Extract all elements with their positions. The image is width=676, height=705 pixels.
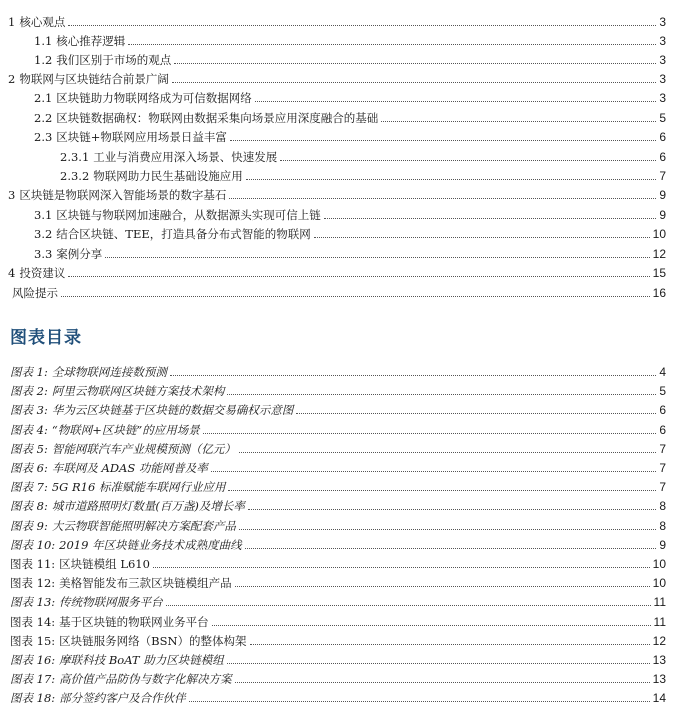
- dot-leader: [255, 100, 657, 102]
- dot-leader: [105, 256, 649, 258]
- toc-entry[interactable]: [8, 184, 666, 202]
- figure-entry[interactable]: [10, 687, 666, 705]
- figure-entry-page: 13: [652, 653, 666, 667]
- toc-entry-page: 5: [659, 111, 666, 125]
- toc-entry-title: 工业与消费应用深入场景、快速发展: [93, 150, 278, 164]
- figure-entry-title: 基于区块链的物联网业务平台: [59, 615, 209, 629]
- dot-leader: [230, 139, 656, 141]
- toc-entry[interactable]: [8, 262, 666, 280]
- dot-leader: [128, 43, 656, 45]
- toc-entry-title: 区块链+物联网应用场景日益丰富: [56, 130, 227, 144]
- figure-entry-page: 13: [652, 672, 666, 686]
- toc-entry-title: 案例分享: [56, 247, 103, 261]
- figures-heading: 图表目录: [10, 328, 82, 348]
- figure-entry-number: 图表 16:: [10, 653, 56, 667]
- toc-entry-number: 2.3.1: [60, 150, 90, 164]
- figure-entry[interactable]: [10, 611, 666, 629]
- dot-leader: [248, 508, 656, 510]
- toc-entry[interactable]: [8, 68, 666, 86]
- figure-entry[interactable]: [10, 572, 666, 590]
- toc-entry-number: 2.2: [34, 111, 53, 125]
- figure-entry[interactable]: [10, 591, 666, 609]
- toc-entry-page: 3: [659, 15, 666, 29]
- figure-entry-number: 图表 10:: [10, 538, 56, 552]
- dot-leader: [172, 81, 656, 83]
- toc-entry-number: 1.1: [34, 34, 53, 48]
- toc-entry-page: 16: [652, 286, 666, 300]
- toc-entry-number: 3.2: [34, 227, 53, 241]
- dot-leader: [245, 547, 657, 549]
- figure-entry[interactable]: [10, 668, 666, 686]
- toc-entry-number: 2.1: [34, 91, 53, 105]
- figure-entry-page: 11: [653, 615, 666, 629]
- figure-entry[interactable]: [10, 399, 666, 417]
- dot-leader: [227, 393, 656, 395]
- figure-entry-page: 11: [653, 595, 666, 609]
- dot-leader: [174, 62, 656, 64]
- dot-leader: [280, 159, 656, 161]
- dot-leader: [235, 681, 650, 683]
- figure-entry-title: 传统物联网服务平台: [59, 595, 163, 609]
- figure-entry[interactable]: [10, 476, 666, 494]
- toc-entry-number: 3.1: [34, 208, 53, 222]
- figure-entry-page: 6: [659, 403, 666, 417]
- dot-leader: [170, 374, 656, 376]
- figure-entry-title: 大云物联智能照明解决方案配套产品: [51, 519, 236, 533]
- toc-entry-title: 区块链与物联网加速融合，从数据源头实现可信上链: [56, 208, 321, 222]
- figure-entry-page: 9: [659, 538, 666, 552]
- figure-entry-page: 8: [659, 499, 666, 513]
- figure-entry-number: 图表 1:: [10, 365, 48, 379]
- toc-entry[interactable]: [34, 30, 666, 48]
- dot-leader: [166, 604, 651, 606]
- figure-entry-title: 车联网及 ADAS 功能网普及率: [51, 461, 208, 475]
- toc-entry[interactable]: [34, 126, 666, 144]
- figure-entry-page: 6: [659, 423, 666, 437]
- figure-entry[interactable]: [10, 553, 666, 571]
- toc-entry[interactable]: [34, 243, 666, 261]
- toc-entry-page: 3: [659, 53, 666, 67]
- dot-leader: [235, 585, 650, 587]
- figure-entry-number: 图表 3:: [10, 403, 48, 417]
- toc-entry-page: 9: [659, 208, 666, 222]
- figure-entry-number: 图表 8:: [10, 499, 48, 513]
- toc-entry-title: 区块链数据确权：物联网由数据采集向场景应用深度融合的基础: [56, 111, 379, 125]
- figure-entry-page: 10: [652, 557, 666, 571]
- figure-entry[interactable]: [10, 361, 666, 379]
- dot-leader: [68, 24, 656, 26]
- dot-leader: [296, 412, 656, 414]
- figure-entry-title: “物联网+区块链”的应用场景: [51, 423, 200, 437]
- dot-leader: [212, 624, 651, 626]
- toc-entry-title: 物联网与区块链结合前景广阔: [19, 72, 169, 86]
- figure-entry-title: 高价值产品防伪与数字化解决方案: [59, 672, 232, 686]
- toc-entry-title: 投资建议: [19, 266, 66, 280]
- figure-entry-page: 14: [652, 691, 666, 705]
- dot-leader: [239, 528, 656, 530]
- toc-entry-page: 7: [659, 169, 666, 183]
- figure-entry-page: 10: [652, 576, 666, 590]
- toc-entry-title: 物联网助力民生基础设施应用: [93, 169, 243, 183]
- figure-entry-title: 摩联科技 BoAT 助力区块链模组: [59, 653, 224, 667]
- figure-entry[interactable]: [10, 495, 666, 513]
- figure-entry-page: 7: [659, 461, 666, 475]
- figure-entry-title: 5G R16 标准赋能车联网行业应用: [51, 480, 226, 494]
- figure-entry[interactable]: [10, 534, 666, 552]
- figure-entry[interactable]: [10, 457, 666, 475]
- figure-entry-title: 华为云区块链基于区块链的数据交易确权示意图: [51, 403, 294, 417]
- toc-entry-title: 区块链是物联网深入智能场景的数字基石: [19, 188, 227, 202]
- toc-entry-title: 区块链助力物联网络成为可信数据网络: [56, 91, 252, 105]
- figure-entry-page: 7: [659, 442, 666, 456]
- toc-entry-number: 1.2: [34, 53, 53, 67]
- figure-entry-title: 区块链模组 L610: [59, 557, 150, 571]
- dot-leader: [189, 700, 650, 702]
- dot-leader: [324, 217, 657, 219]
- toc-entry[interactable]: [34, 107, 666, 125]
- toc-entry-number: 2.3.2: [60, 169, 90, 183]
- figure-entry-title: 全球物联网连接数预测: [51, 365, 167, 379]
- figure-entry-number: 图表 15:: [10, 634, 56, 648]
- toc-entry-number: 1: [8, 15, 16, 29]
- dot-leader: [246, 178, 657, 180]
- figure-entry[interactable]: [10, 630, 666, 648]
- figure-entry[interactable]: [10, 649, 666, 667]
- toc-entry-number: 3: [8, 188, 16, 202]
- toc-entry-title: 风险提示: [12, 286, 58, 300]
- toc-entry-page: 3: [659, 72, 666, 86]
- toc-entry[interactable]: [60, 165, 666, 183]
- toc-entry[interactable]: [34, 87, 666, 105]
- toc-entry-page: 3: [659, 34, 666, 48]
- figure-entry-title: 美格智能发布三款区块链模组产品: [59, 576, 232, 590]
- dot-leader: [153, 566, 650, 568]
- figure-entry-title: 部分签约客户及合作伙伴: [59, 691, 186, 705]
- figure-entry-title: 区块链服务网络（BSN）的整体构架: [59, 634, 247, 648]
- dot-leader: [227, 662, 650, 664]
- figure-entry-number: 图表 18:: [10, 691, 56, 705]
- toc-entry-title: 我们区别于市场的观点: [56, 53, 172, 67]
- figure-entry-number: 图表 4:: [10, 423, 48, 437]
- figure-entry-number: 图表 14:: [10, 615, 56, 629]
- toc-entry[interactable]: [34, 204, 666, 222]
- toc-entry[interactable]: [8, 282, 666, 300]
- figure-entry-number: 图表 9:: [10, 519, 48, 533]
- toc-entry-number: 2.3: [34, 130, 53, 144]
- toc-entry-page: 12: [652, 247, 666, 261]
- figure-entry-number: 图表 11:: [10, 557, 56, 571]
- toc-entry-page: 9: [659, 188, 666, 202]
- figure-entry-page: 7: [659, 480, 666, 494]
- toc-entry-page: 6: [659, 150, 666, 164]
- toc-entry-title: 核心推荐逻辑: [56, 34, 126, 48]
- figure-entry-number: 图表 12:: [10, 576, 56, 590]
- figure-entry-page: 4: [659, 365, 666, 379]
- dot-leader: [239, 451, 656, 453]
- toc-entry-page: 6: [659, 130, 666, 144]
- figure-entry-title: 城市道路照明灯数量(百万盏)及增长率: [51, 499, 245, 513]
- dot-leader: [229, 197, 656, 199]
- figure-entry[interactable]: [10, 438, 666, 456]
- toc-entry[interactable]: [8, 11, 666, 29]
- toc-entry-number: 2: [8, 72, 16, 86]
- figure-entry-page: 12: [652, 634, 666, 648]
- figure-entry-page: 8: [659, 519, 666, 533]
- figure-entry-title: 阿里云物联网区块链方案技术架构: [51, 384, 225, 398]
- toc-entry-title: 结合区块链、TEE，打造具备分布式智能的物联网: [56, 227, 311, 241]
- dot-leader: [61, 295, 650, 297]
- dot-leader: [203, 432, 657, 434]
- dot-leader: [250, 643, 650, 645]
- toc-entry-page: 15: [652, 266, 666, 280]
- figure-entry-number: 图表 5:: [10, 442, 48, 456]
- dot-leader: [68, 275, 649, 277]
- figure-entry-number: 图表 17:: [10, 672, 56, 686]
- figure-entry-title: 2019 年区块链业务技术成熟度曲线: [59, 538, 242, 552]
- toc-entry-title: 核心观点: [19, 15, 66, 29]
- dot-leader: [381, 120, 656, 122]
- dot-leader: [314, 236, 650, 238]
- toc-entry[interactable]: [34, 223, 666, 241]
- figure-entry-page: 5: [659, 384, 666, 398]
- figure-entry-title: 智能网联汽车产业规模预测（亿元）: [51, 442, 236, 456]
- toc-entry-page: 3: [659, 91, 666, 105]
- dot-leader: [211, 470, 656, 472]
- figure-entry[interactable]: [10, 515, 666, 533]
- figure-entry-number: 图表 6:: [10, 461, 48, 475]
- toc-entry-number: 4: [8, 266, 16, 280]
- toc-entry[interactable]: [34, 49, 666, 67]
- toc-entry[interactable]: [60, 146, 666, 164]
- toc-entry-page: 10: [652, 227, 666, 241]
- figure-entry[interactable]: [10, 380, 666, 398]
- figure-entry[interactable]: [10, 419, 666, 437]
- dot-leader: [228, 489, 656, 491]
- toc-entry-number: 3.3: [34, 247, 53, 261]
- figure-entry-number: 图表 13:: [10, 595, 56, 609]
- figure-entry-number: 图表 7:: [10, 480, 48, 494]
- figure-entry-number: 图表 2:: [10, 384, 48, 398]
